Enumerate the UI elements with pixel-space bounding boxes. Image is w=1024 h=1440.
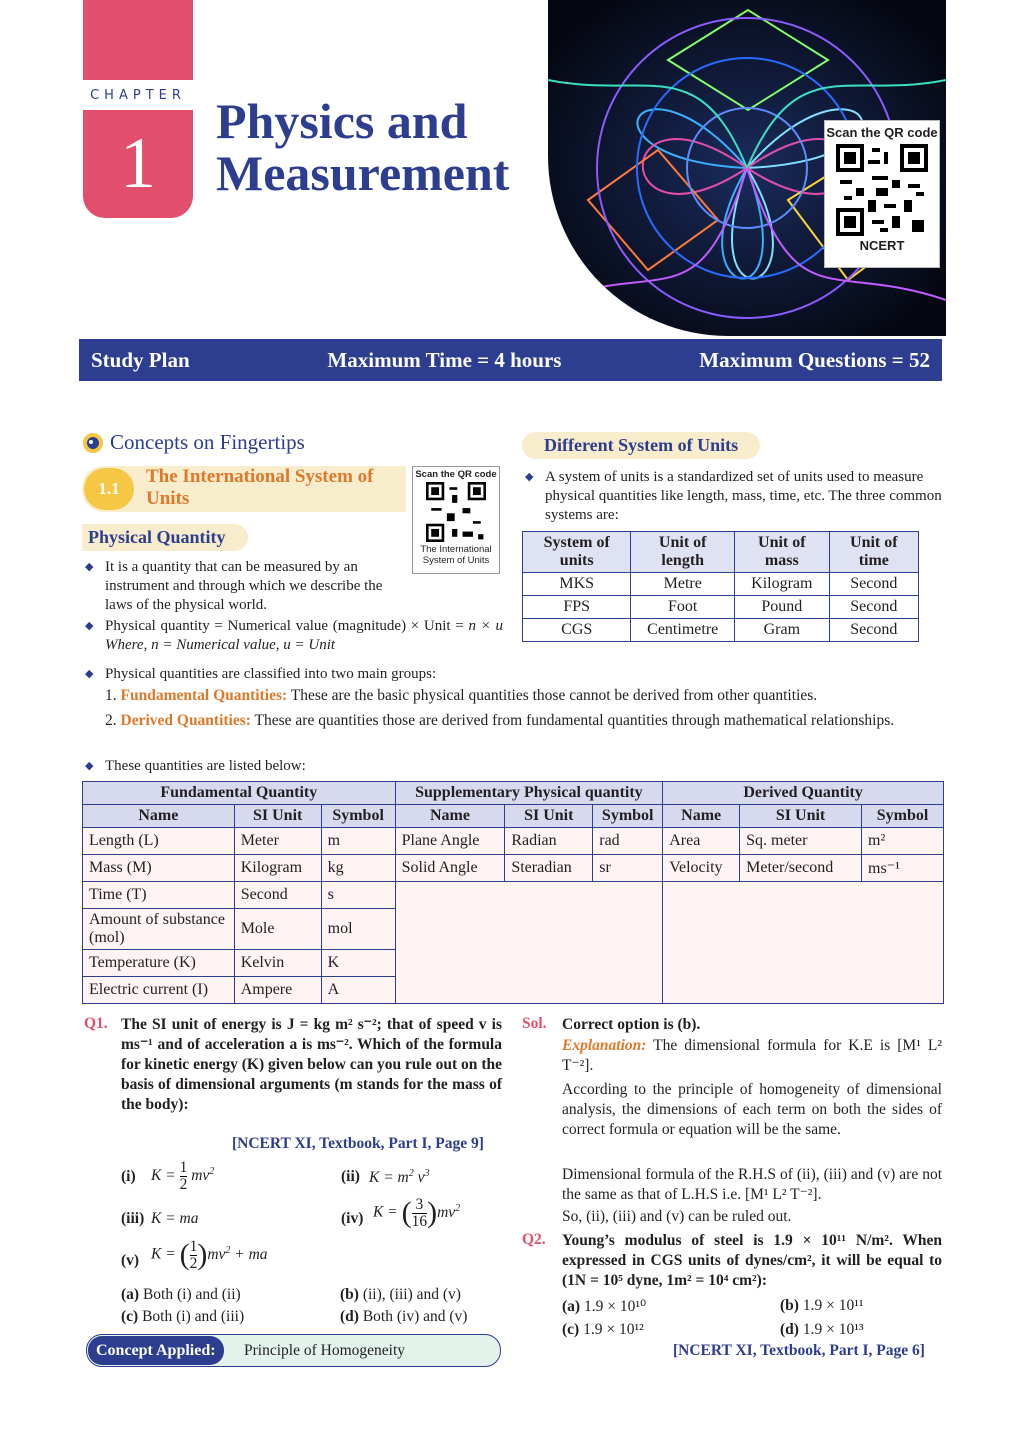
formula-iii: K = ma [151,1210,199,1227]
fundamental-text: These are the basic physical quantities those cannot be derived from other quantities. [287,687,818,704]
option-text: 1.9 × 10¹² [583,1321,644,1338]
table-cell: Gram [735,619,830,642]
fundamental-label: Fundamental Quantities: [120,687,288,704]
sub-header: SI Unit [505,805,593,828]
table-cell: Pound [735,596,830,619]
option-text: 1.9 × 10¹¹ [802,1297,864,1314]
q2-number: Q2. [522,1231,546,1248]
table-cell: Second [829,596,918,619]
units-header: Unit of length [631,532,735,573]
study-plan-bar [79,339,942,381]
sol-correct: Correct option is (b). [562,1016,701,1033]
option-text: Both (i) and (ii) [142,1286,241,1303]
q1-number: Q1. [84,1015,108,1032]
table-cell: CGS [523,619,631,642]
sol-para-3: Dimensional formula of the R.H.S of (ii), (iii) and (v) are not the same as that of L.H.S i.e. [M¹ L² T⁻²]. [562,1166,942,1203]
quantities-table [82,781,944,1004]
table-cell: Length (L) [83,828,235,855]
table-cell: rad [593,828,663,855]
option-text: 1.9 × 10¹³ [802,1321,864,1338]
table-cell: Area [663,828,740,855]
formula-label: (ii) [341,1168,360,1185]
concepts-heading-text: Concepts on Fingertips [110,430,305,454]
table-cell: Mass (M) [83,855,235,882]
qr-caption-top: Scan the QR code [826,125,938,140]
concept-applied-label: Concept Applied: [88,1336,224,1365]
group-header: Supplementary Physical quantity [395,782,663,805]
table-cell: Ampere [234,977,321,1004]
table-cell: Mole [234,909,321,950]
qr-code-si-units[interactable] [412,466,500,574]
q2-reference: [NCERT XI, Textbook, Part I, Page 6] [673,1342,925,1359]
chapter-number: 1 [120,123,156,203]
q1-formulas [121,1160,501,1285]
concept-applied-value: Principle of Homogeneity [244,1342,405,1359]
q2-option-c[interactable]: (c) 1.9 × 10¹² [562,1321,644,1338]
table-row [83,828,944,855]
option-text: 1.9 × 10¹⁰ [583,1298,647,1315]
q1-reference: [NCERT XI, Textbook, Part I, Page 9] [232,1135,484,1152]
concepts-heading [82,430,305,455]
table-cell: Kilogram [735,573,830,596]
q2-text: Young’s modulus of steel is 1.9 × 10¹¹ N/m². When expressed in CGS units of dynes/cm², it will be equal to (1N = 10⁵ dyne, 1m² = 10⁴ cm²): [562,1232,942,1289]
table-cell: Meter/second [740,855,862,882]
section-title-line-1: The International System of [146,466,374,487]
qr-caption-bottom: NCERT [859,238,905,253]
formula-v: K = ( $\frac{1}{2}$ )$mv^2$ + ma [151,1237,268,1272]
formula-i: K = $\frac{1}{2}$ $mv^2$ [151,1159,215,1193]
units-header: System of units [523,532,631,573]
table-cell: Amount of substance (mol) [83,909,235,950]
table-cell: m² [862,828,944,855]
sub-header: Symbol [862,805,944,828]
q2-option-a[interactable]: (a) 1.9 × 10¹⁰ [562,1298,647,1315]
lightbulb-head-icon [82,432,104,454]
table-cell: ms⁻¹ [862,855,944,882]
table-row [523,573,919,596]
section-title [146,466,373,510]
units-table [522,531,919,642]
q1-option-b[interactable]: (b) (ii), (iii) and (v) [340,1286,461,1303]
table-cell: Kelvin [234,950,321,977]
explanation-label: Explanation: [562,1037,647,1054]
sol-para-4: So, (ii), (iii) and (v) can be ruled out. [562,1208,792,1225]
formula-part-1: Physical quantity = Numerical value (magnitude) × Unit = [105,618,469,634]
table-cell: Meter [234,828,321,855]
title-line-2: Measurement [216,145,510,201]
sub-header: Name [395,805,505,828]
empty-cell [663,882,944,1004]
table-cell: Centimetre [631,619,735,642]
q2-option-b[interactable]: (b) 1.9 × 10¹¹ [780,1297,864,1314]
table-cell: Radian [505,828,593,855]
empty-cell [395,882,663,1004]
table-cell: Solid Angle [395,855,505,882]
study-plan-label: Study Plan [91,347,190,372]
table-cell: Steradian [505,855,593,882]
table-cell: Velocity [663,855,740,882]
formula-label: (i) [121,1168,136,1185]
table-row [83,882,944,909]
sol-label: Sol. [522,1015,547,1032]
table-cell: Foot [631,596,735,619]
qr-small-caption-1: The International [420,544,492,555]
formula-part-2: n × u Where, n = Numerical value, u = Unit [105,618,503,653]
option-text: Both (iv) and (v) [362,1308,468,1325]
table-cell: FPS [523,596,631,619]
derived-text: These are quantities those are derived from fundamental quantities through mathematical relationships. [250,712,895,729]
physical-quantity-label: Physical Quantity [82,524,248,551]
table-cell: kg [321,855,395,882]
sub-header: SI Unit [234,805,321,828]
explanation-text: The dimensional formula for K.E is [M¹ L² T⁻²]. [562,1037,942,1074]
q1-option-d[interactable]: (d) Both (iv) and (v) [340,1308,468,1325]
bullet-formula [105,617,503,655]
table-cell: m [321,828,395,855]
q1-option-a[interactable]: (a) Both (i) and (ii) [121,1286,241,1303]
formula-ii: $K = m^2$ $v^3$ [369,1168,430,1187]
table-cell: Electric current (I) [83,977,235,1004]
table-cell: s [321,882,395,909]
section-title-line-2: Units [146,488,190,509]
q1-text: The SI unit of energy is J = kg m² s⁻²; that of speed v is ms⁻¹ and of acceleration a is ms⁻². Which of the formula for kinetic energy (K) given below can you rule out on the basis of dimensional arguments (m stands for the mass of the body): [121,1016,502,1113]
item-number: 2. [105,712,117,729]
derived-label: Derived Quantities: [120,712,251,729]
derived-item [105,711,941,731]
table-cell: mol [321,909,395,950]
classification-intro: ◆ Physical quantities are classified into two main groups: [105,665,941,684]
qr-icon [426,482,486,542]
max-time: Maximum Time = 4 hours [327,347,562,372]
bullet-physical-quantity: ◆ It is a quantity that can be measured by an instrument and through which we describe the laws of the physical world. [105,558,405,615]
sub-header: Name [83,805,235,828]
group-header: Derived Quantity [663,782,944,805]
table-cell: Metre [631,573,735,596]
table-row [523,619,919,642]
chapter-label: CHAPTER [90,88,186,103]
formula-iv: K = ( $\frac{3}{16}$ )$mv^2$ [373,1195,461,1230]
qr-code-ncert[interactable] [824,120,940,268]
units-header: Unit of time [829,532,918,573]
sol-para-2: According to the principle of homogeneity of dimensional analysis, the dimensions of each term on both the sides of correct formula or equation will be the same. [562,1081,942,1138]
table-cell: A [321,977,395,1004]
table-cell: Second [829,573,918,596]
table-cell: Sq. meter [740,828,862,855]
sub-header: Symbol [321,805,395,828]
different-units-heading: Different System of Units [522,432,760,459]
table-row [83,855,944,882]
table-cell: Kilogram [234,855,321,882]
formula-label: (iii) [121,1210,145,1227]
option-text: (ii), (iii) and (v) [362,1286,461,1303]
sub-header: Name [663,805,740,828]
table-cell: Second [829,619,918,642]
q2-option-d[interactable]: (d) 1.9 × 10¹³ [780,1321,864,1338]
title-line-1: Physics and [216,93,468,149]
table-cell: MKS [523,573,631,596]
table-cell: Second [234,882,321,909]
units-intro: ◆ A system of units is a standardized set of units used to measure physical quantities like length, mass, time, etc. The three common systems are: [545,468,943,525]
table-cell: Plane Angle [395,828,505,855]
sol-explanation [562,1036,942,1076]
option-text: Both (i) and (iii) [142,1308,245,1325]
table-cell: sr [593,855,663,882]
table-row [523,596,919,619]
formula-label: (v) [121,1252,140,1269]
q1-option-c[interactable]: (c) Both (i) and (iii) [121,1308,245,1325]
sub-header: Symbol [593,805,663,828]
fundamental-item [105,686,941,706]
listed-below: ◆ These quantities are listed below: [105,757,941,776]
table-cell: K [321,950,395,977]
units-header: Unit of mass [735,532,830,573]
qr-small-caption-2: System of Units [422,555,490,566]
group-header: Fundamental Quantity [83,782,396,805]
item-number: 1. [105,687,117,704]
qr-icon [836,144,928,236]
table-cell: Temperature (K) [83,950,235,977]
formula-label: (iv) [341,1210,364,1227]
max-questions: Maximum Questions = 52 [699,347,930,372]
section-number: 1.1 [84,468,134,510]
table-cell: Time (T) [83,882,235,909]
qr-small-caption: Scan the QR code [415,469,497,480]
sub-header: SI Unit [740,805,862,828]
